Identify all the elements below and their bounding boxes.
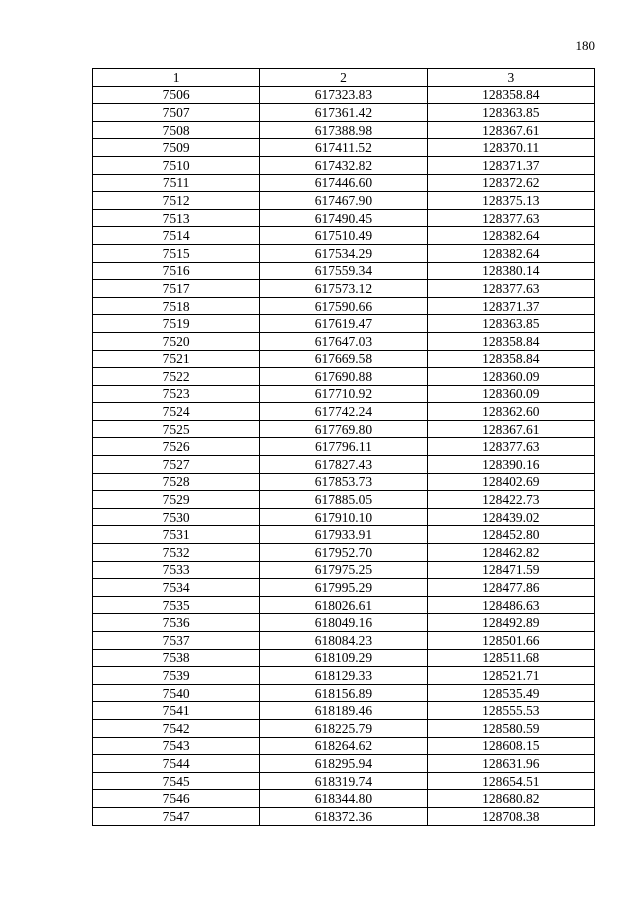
point-number-cell: 7529 xyxy=(93,491,260,509)
table-row xyxy=(93,755,595,773)
point-number-cell: 7533 xyxy=(93,561,260,579)
y-coordinate-cell: 128358.84 xyxy=(427,86,594,104)
table-row xyxy=(93,667,595,685)
y-coordinate-cell: 128362.60 xyxy=(427,403,594,421)
point-number-cell: 7534 xyxy=(93,579,260,597)
point-number-cell: 7511 xyxy=(93,174,260,192)
point-number-cell: 7542 xyxy=(93,719,260,737)
point-number-cell: 7515 xyxy=(93,244,260,262)
y-coordinate-cell: 128452.80 xyxy=(427,526,594,544)
x-coordinate-cell: 617647.03 xyxy=(260,332,427,350)
point-number-cell: 7509 xyxy=(93,139,260,157)
y-coordinate-cell: 128477.86 xyxy=(427,579,594,597)
table-row xyxy=(93,332,595,350)
y-coordinate-cell: 128422.73 xyxy=(427,491,594,509)
point-number-cell: 7516 xyxy=(93,262,260,280)
point-number-cell: 7545 xyxy=(93,772,260,790)
point-number-cell: 7507 xyxy=(93,104,260,122)
y-coordinate-cell: 128358.84 xyxy=(427,332,594,350)
y-coordinate-cell: 128370.11 xyxy=(427,139,594,157)
point-number-cell: 7532 xyxy=(93,544,260,562)
point-number-cell: 7513 xyxy=(93,209,260,227)
y-coordinate-cell: 128380.14 xyxy=(427,262,594,280)
point-number-cell: 7541 xyxy=(93,702,260,720)
point-number-cell: 7543 xyxy=(93,737,260,755)
y-coordinate-cell: 128402.69 xyxy=(427,473,594,491)
x-coordinate-cell: 618225.79 xyxy=(260,719,427,737)
point-number-cell: 7531 xyxy=(93,526,260,544)
point-number-cell: 7540 xyxy=(93,684,260,702)
table-row xyxy=(93,596,595,614)
point-number-cell: 7508 xyxy=(93,121,260,139)
x-coordinate-cell: 617323.83 xyxy=(260,86,427,104)
table-row xyxy=(93,807,595,825)
table-row xyxy=(93,544,595,562)
table-row xyxy=(93,368,595,386)
x-coordinate-cell: 618295.94 xyxy=(260,755,427,773)
y-coordinate-cell: 128535.49 xyxy=(427,684,594,702)
table-row xyxy=(93,86,595,104)
table-row xyxy=(93,192,595,210)
x-coordinate-cell: 618372.36 xyxy=(260,807,427,825)
x-coordinate-cell: 617361.42 xyxy=(260,104,427,122)
point-number-cell: 7521 xyxy=(93,350,260,368)
x-coordinate-cell: 618129.33 xyxy=(260,667,427,685)
x-coordinate-cell: 617933.91 xyxy=(260,526,427,544)
x-coordinate-cell: 617510.49 xyxy=(260,227,427,245)
point-number-cell: 7538 xyxy=(93,649,260,667)
table-row xyxy=(93,139,595,157)
x-coordinate-cell: 617995.29 xyxy=(260,579,427,597)
y-coordinate-cell: 128382.64 xyxy=(427,244,594,262)
point-number-cell: 7528 xyxy=(93,473,260,491)
table-row xyxy=(93,456,595,474)
point-number-cell: 7537 xyxy=(93,632,260,650)
point-number-cell: 7547 xyxy=(93,807,260,825)
point-number-cell: 7522 xyxy=(93,368,260,386)
x-coordinate-cell: 617710.92 xyxy=(260,385,427,403)
point-number-cell: 7517 xyxy=(93,280,260,298)
column-header-3: 3 xyxy=(427,69,594,87)
table-row xyxy=(93,508,595,526)
y-coordinate-cell: 128377.63 xyxy=(427,280,594,298)
x-coordinate-cell: 618319.74 xyxy=(260,772,427,790)
column-header-2: 2 xyxy=(260,69,427,87)
y-coordinate-cell: 128486.63 xyxy=(427,596,594,614)
table-row xyxy=(93,719,595,737)
point-number-cell: 7510 xyxy=(93,156,260,174)
y-coordinate-cell: 128511.68 xyxy=(427,649,594,667)
y-coordinate-cell: 128462.82 xyxy=(427,544,594,562)
x-coordinate-cell: 617534.29 xyxy=(260,244,427,262)
x-coordinate-cell: 617669.58 xyxy=(260,350,427,368)
table-row xyxy=(93,262,595,280)
y-coordinate-cell: 128360.09 xyxy=(427,385,594,403)
x-coordinate-cell: 617952.70 xyxy=(260,544,427,562)
point-number-cell: 7527 xyxy=(93,456,260,474)
y-coordinate-cell: 128501.66 xyxy=(427,632,594,650)
x-coordinate-cell: 617573.12 xyxy=(260,280,427,298)
x-coordinate-cell: 617446.60 xyxy=(260,174,427,192)
y-coordinate-cell: 128363.85 xyxy=(427,104,594,122)
table-row xyxy=(93,244,595,262)
table-header-row xyxy=(93,69,595,87)
table-row xyxy=(93,579,595,597)
y-coordinate-cell: 128580.59 xyxy=(427,719,594,737)
table-row xyxy=(93,702,595,720)
table-row xyxy=(93,772,595,790)
point-number-cell: 7518 xyxy=(93,297,260,315)
x-coordinate-cell: 617827.43 xyxy=(260,456,427,474)
table-row xyxy=(93,156,595,174)
table-row xyxy=(93,438,595,456)
table-row xyxy=(93,491,595,509)
x-coordinate-cell: 618084.23 xyxy=(260,632,427,650)
x-coordinate-cell: 618156.89 xyxy=(260,684,427,702)
y-coordinate-cell: 128360.09 xyxy=(427,368,594,386)
table-row xyxy=(93,209,595,227)
x-coordinate-cell: 617619.47 xyxy=(260,315,427,333)
point-number-cell: 7506 xyxy=(93,86,260,104)
y-coordinate-cell: 128377.63 xyxy=(427,438,594,456)
point-number-cell: 7520 xyxy=(93,332,260,350)
y-coordinate-cell: 128439.02 xyxy=(427,508,594,526)
y-coordinate-cell: 128471.59 xyxy=(427,561,594,579)
table-row xyxy=(93,174,595,192)
y-coordinate-cell: 128358.84 xyxy=(427,350,594,368)
table-row xyxy=(93,297,595,315)
x-coordinate-cell: 617910.10 xyxy=(260,508,427,526)
x-coordinate-cell: 617690.88 xyxy=(260,368,427,386)
table-row xyxy=(93,790,595,808)
x-coordinate-cell: 617388.98 xyxy=(260,121,427,139)
column-header-1: 1 xyxy=(93,69,260,87)
x-coordinate-cell: 617975.25 xyxy=(260,561,427,579)
table-row xyxy=(93,403,595,421)
y-coordinate-cell: 128372.62 xyxy=(427,174,594,192)
table-row xyxy=(93,632,595,650)
x-coordinate-cell: 618264.62 xyxy=(260,737,427,755)
x-coordinate-cell: 617411.52 xyxy=(260,139,427,157)
y-coordinate-cell: 128367.61 xyxy=(427,121,594,139)
point-number-cell: 7544 xyxy=(93,755,260,773)
x-coordinate-cell: 617885.05 xyxy=(260,491,427,509)
page-number: 180 xyxy=(575,38,595,53)
table-row xyxy=(93,104,595,122)
x-coordinate-cell: 617490.45 xyxy=(260,209,427,227)
point-number-cell: 7514 xyxy=(93,227,260,245)
table-row xyxy=(93,526,595,544)
y-coordinate-cell: 128371.37 xyxy=(427,297,594,315)
point-number-cell: 7525 xyxy=(93,420,260,438)
y-coordinate-cell: 128390.16 xyxy=(427,456,594,474)
table-row xyxy=(93,280,595,298)
x-coordinate-cell: 617559.34 xyxy=(260,262,427,280)
table-row xyxy=(93,684,595,702)
coordinates-table xyxy=(92,68,595,826)
y-coordinate-cell: 128371.37 xyxy=(427,156,594,174)
point-number-cell: 7526 xyxy=(93,438,260,456)
y-coordinate-cell: 128654.51 xyxy=(427,772,594,790)
table-body xyxy=(93,86,595,825)
y-coordinate-cell: 128555.53 xyxy=(427,702,594,720)
x-coordinate-cell: 617467.90 xyxy=(260,192,427,210)
point-number-cell: 7530 xyxy=(93,508,260,526)
point-number-cell: 7512 xyxy=(93,192,260,210)
y-coordinate-cell: 128363.85 xyxy=(427,315,594,333)
y-coordinate-cell: 128631.96 xyxy=(427,755,594,773)
y-coordinate-cell: 128492.89 xyxy=(427,614,594,632)
y-coordinate-cell: 128680.82 xyxy=(427,790,594,808)
table-row xyxy=(93,649,595,667)
y-coordinate-cell: 128608.15 xyxy=(427,737,594,755)
x-coordinate-cell: 618026.61 xyxy=(260,596,427,614)
table-row xyxy=(93,227,595,245)
table-header xyxy=(93,69,595,87)
table-row xyxy=(93,121,595,139)
point-number-cell: 7536 xyxy=(93,614,260,632)
x-coordinate-cell: 617590.66 xyxy=(260,297,427,315)
x-coordinate-cell: 617796.11 xyxy=(260,438,427,456)
point-number-cell: 7539 xyxy=(93,667,260,685)
y-coordinate-cell: 128367.61 xyxy=(427,420,594,438)
y-coordinate-cell: 128521.71 xyxy=(427,667,594,685)
y-coordinate-cell: 128377.63 xyxy=(427,209,594,227)
table-row xyxy=(93,420,595,438)
point-number-cell: 7519 xyxy=(93,315,260,333)
x-coordinate-cell: 618109.29 xyxy=(260,649,427,667)
x-coordinate-cell: 617432.82 xyxy=(260,156,427,174)
table-row xyxy=(93,315,595,333)
table-row xyxy=(93,473,595,491)
table-row xyxy=(93,350,595,368)
x-coordinate-cell: 618049.16 xyxy=(260,614,427,632)
point-number-cell: 7546 xyxy=(93,790,260,808)
table-row xyxy=(93,614,595,632)
table-row xyxy=(93,561,595,579)
y-coordinate-cell: 128708.38 xyxy=(427,807,594,825)
x-coordinate-cell: 617742.24 xyxy=(260,403,427,421)
table-row xyxy=(93,385,595,403)
y-coordinate-cell: 128382.64 xyxy=(427,227,594,245)
x-coordinate-cell: 618344.80 xyxy=(260,790,427,808)
x-coordinate-cell: 618189.46 xyxy=(260,702,427,720)
point-number-cell: 7535 xyxy=(93,596,260,614)
table-row xyxy=(93,737,595,755)
point-number-cell: 7523 xyxy=(93,385,260,403)
x-coordinate-cell: 617769.80 xyxy=(260,420,427,438)
point-number-cell: 7524 xyxy=(93,403,260,421)
x-coordinate-cell: 617853.73 xyxy=(260,473,427,491)
y-coordinate-cell: 128375.13 xyxy=(427,192,594,210)
